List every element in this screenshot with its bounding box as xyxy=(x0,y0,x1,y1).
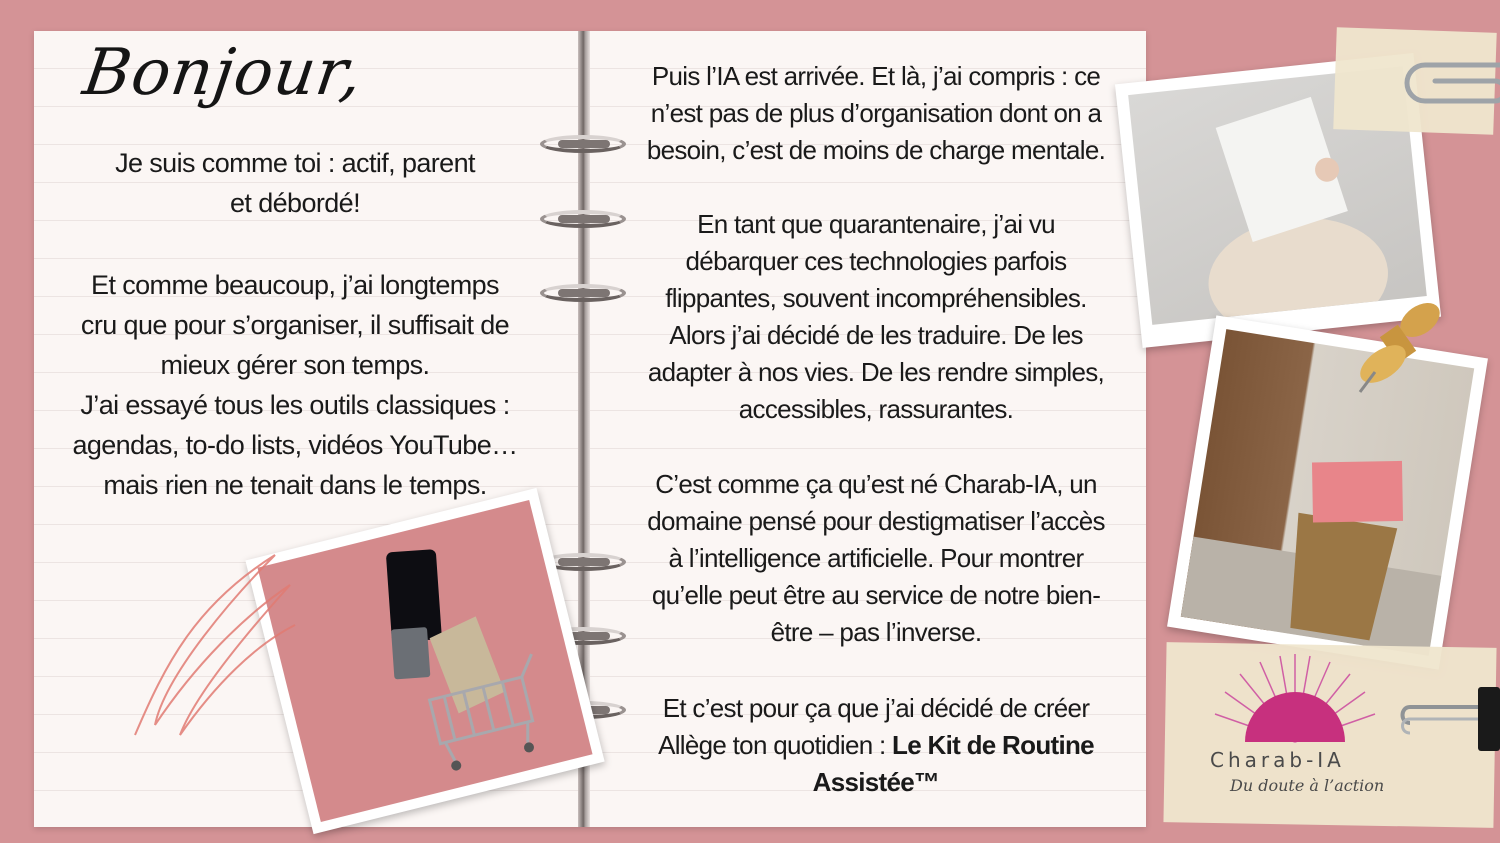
cart-phone-illustration xyxy=(257,500,592,822)
kit-name: Le Kit de Routine xyxy=(892,730,1094,760)
text-line xyxy=(620,764,1132,801)
text-line: flippantes, souvent incompréhensibles. xyxy=(665,283,1087,313)
sunburst-logo-icon xyxy=(1205,652,1385,747)
text-line: être – pas l’inverse. xyxy=(770,617,982,647)
logo-tagline: Du doute à l’action xyxy=(1230,776,1385,795)
text-line: cru que pour s’organiser, il suffisait de xyxy=(80,310,510,340)
text-line: n’est pas de plus d’organisation dont on a xyxy=(650,98,1102,128)
binder-ring xyxy=(540,135,628,157)
text-line: qu’elle peut être au service de notre bien- xyxy=(651,580,1101,610)
story-paragraph xyxy=(50,265,540,505)
binder-ring xyxy=(540,210,628,232)
text-line: domaine pensé pour destigmatiser l’accès xyxy=(647,506,1105,536)
logo-name: Charab-IA xyxy=(1210,748,1345,772)
red-scribble xyxy=(125,545,305,745)
text-line: Allège ton quotidien : Le Kit de Routine xyxy=(658,730,1094,760)
text-line: En tant que quarantenaire, j’ai vu xyxy=(697,209,1055,239)
text-line: adapter à nos vies. De les rendre simples, xyxy=(647,357,1105,387)
kit-name-end: Assistée™ xyxy=(812,767,940,797)
text-line: Alors j’ai décidé de les traduire. De les xyxy=(669,320,1083,350)
text-line: à l’intelligence artificielle. Pour montrer xyxy=(668,543,1084,573)
paperclip-icon xyxy=(1400,55,1500,115)
quarantenaire-paragraph xyxy=(620,206,1132,428)
binder-clip-icon xyxy=(1400,685,1500,755)
kit-paragraph xyxy=(620,690,1132,801)
ai-arrival-paragraph xyxy=(620,58,1132,169)
text-line: Puis l’IA est arrivée. Et là, j’ai compris : ce xyxy=(651,61,1101,91)
binder-ring xyxy=(540,284,628,306)
text-line: Et c’est pour ça que j’ai décidé de créer xyxy=(662,693,1090,723)
charab-ia-paragraph xyxy=(620,466,1132,651)
text-line: accessibles, rassurantes. xyxy=(738,394,1014,424)
text-line: Je suis comme toi : actif, parent xyxy=(115,148,475,178)
text-line: C’est comme ça qu’est né Charab-IA, un xyxy=(655,469,1097,499)
text-line: mais rien ne tenait dans le temps. xyxy=(103,470,487,500)
text-line: et débordé! xyxy=(229,188,360,218)
intro-paragraph xyxy=(50,143,540,223)
greeting-heading: Bonjour, xyxy=(78,36,368,110)
push-pin-icon xyxy=(1345,298,1445,398)
text-line: besoin, c’est de moins de charge mentale. xyxy=(646,135,1106,165)
text-line: débarquer ces technologies parfois xyxy=(685,246,1067,276)
text-line: Et comme beaucoup, j’ai longtemps xyxy=(91,270,499,300)
text-line: agendas, to-do lists, vidéos YouTube… xyxy=(72,430,518,460)
text-line: J’ai essayé tous les outils classiques : xyxy=(80,390,510,420)
text-line: mieux gérer son temps. xyxy=(160,350,430,380)
